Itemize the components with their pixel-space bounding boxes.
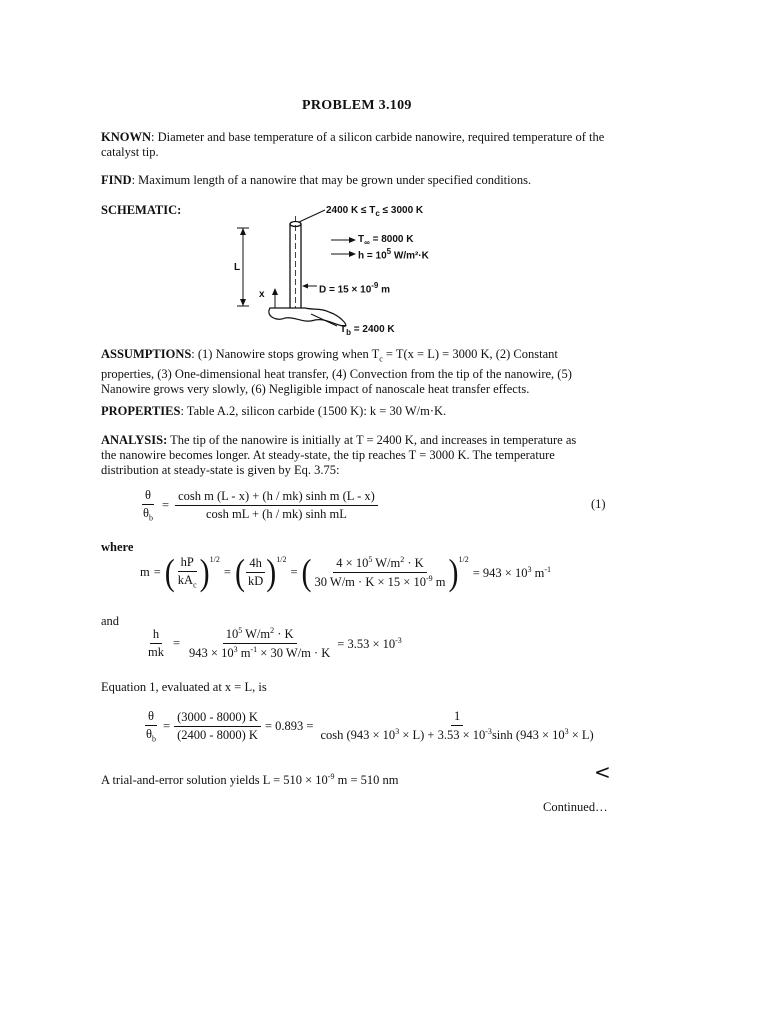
properties-section: PROPERTIES: Table A.2, silicon carbide (1500 K): k = 30 W/m·K. (101, 404, 447, 418)
base-temperature-label: $T_b = 2400$ K (340, 324, 395, 337)
answer-mark: < (594, 760, 611, 784)
nanowire-schematic (225, 198, 455, 343)
schematic-label: SCHEMATIC: (101, 203, 182, 217)
equation-1-number: (1) (591, 497, 606, 511)
known-label: KNOWN (101, 130, 151, 144)
continued-label: Continued… (543, 800, 608, 814)
x-coordinate-label: x (259, 289, 265, 300)
tip-temperature-label: 2400 $K \le T_c \le 3000$ K (326, 205, 424, 218)
convection-coefficient-label: $h = 10^5$ W/m²·K (358, 247, 429, 262)
known-text: : Diameter and base temperature of a silicon carbide nanowire, required temperature of the catalyst tip. (101, 130, 605, 159)
find-label: FIND (101, 173, 132, 187)
equation-intro: Equation 1, evaluated at x = L, is (101, 680, 267, 694)
where-label: where (101, 540, 134, 554)
find-text: : Maximum length of a nanowire that may be grown under specified conditions. (131, 173, 532, 187)
solution-line: A trial-and-error solution yields $L = 510 \times 10^{-9}$ m = 510 nm (101, 772, 399, 788)
ambient-temperature-label: $T_\infty = 8000$ K (358, 234, 414, 247)
and-label: and (101, 614, 120, 628)
equation-1: $\frac{\theta}{\theta_b}$ = $\frac{\text{cosh m (L - x) + (h / mk) sinh m (L - x)}}{\text{cosh mL + (h / mk) sinh mL}}$ (140, 488, 378, 523)
equation-m: m = ( $\frac{hP}{kA_c}$ ) $^{1/2}$ = ( $\frac{4h}{kD}$ ) $^{1/2}$ = ( $\frac{4 \times 10^5 W/m^2 \cdot K}{30 W/m \cdot K \times 15 \times 10^{-9} m}$ ) $^{1/2}$ = $943 \times 10^3$ $m^{-1}$ (140, 551, 551, 593)
analysis-section: ANALYSIS: The tip of the nanowire is initially at T = 2400 K, and increases in temperature as the nanowire becomes longer. At steady-state, the tip reaches T = 3000 K. The temperature distribution at steady-state is given by Eq. 3.75: (101, 433, 577, 477)
find-section (101, 173, 621, 188)
length-label: L (234, 262, 241, 273)
equation-evaluated: $\frac{\theta}{\theta_b}$ = $\frac{(3000 - 8000) K}{(2400 - 8000) K}$ = 0.893 = $\frac{1}{\cosh (943 \times 10^3 \times L) + 3.53 \times 10^{-3}\sinh (943 \times 10^3 \times L)}$ (146, 709, 594, 744)
equation-h-over-mk: $\frac{h}{mk}$ = $\frac{10^5 W/m^2 \cdot K}{943 \times 10^3 m^{-1} \times 30 W/m \cdot K}$ = $3.53 \times 10^{-3}$ (148, 626, 402, 661)
page-title: PROBLEM 3.109 (302, 98, 412, 113)
diameter-label: $D = 15 \times 10^{-9}$ m (319, 281, 391, 296)
known-section (101, 130, 621, 160)
assumptions-section: ASSUMPTIONS: (1) Nanowire stops growing when $T_c = T(x = L) = 3000$ K, (2) Constant properties, (3) One-dimensional heat transfer, (4) Convection from the tip of the nanowire, (5) Nanowire grows very slowly, (6) Negligible impact of nanoscale heat transfer effects. (101, 347, 572, 396)
